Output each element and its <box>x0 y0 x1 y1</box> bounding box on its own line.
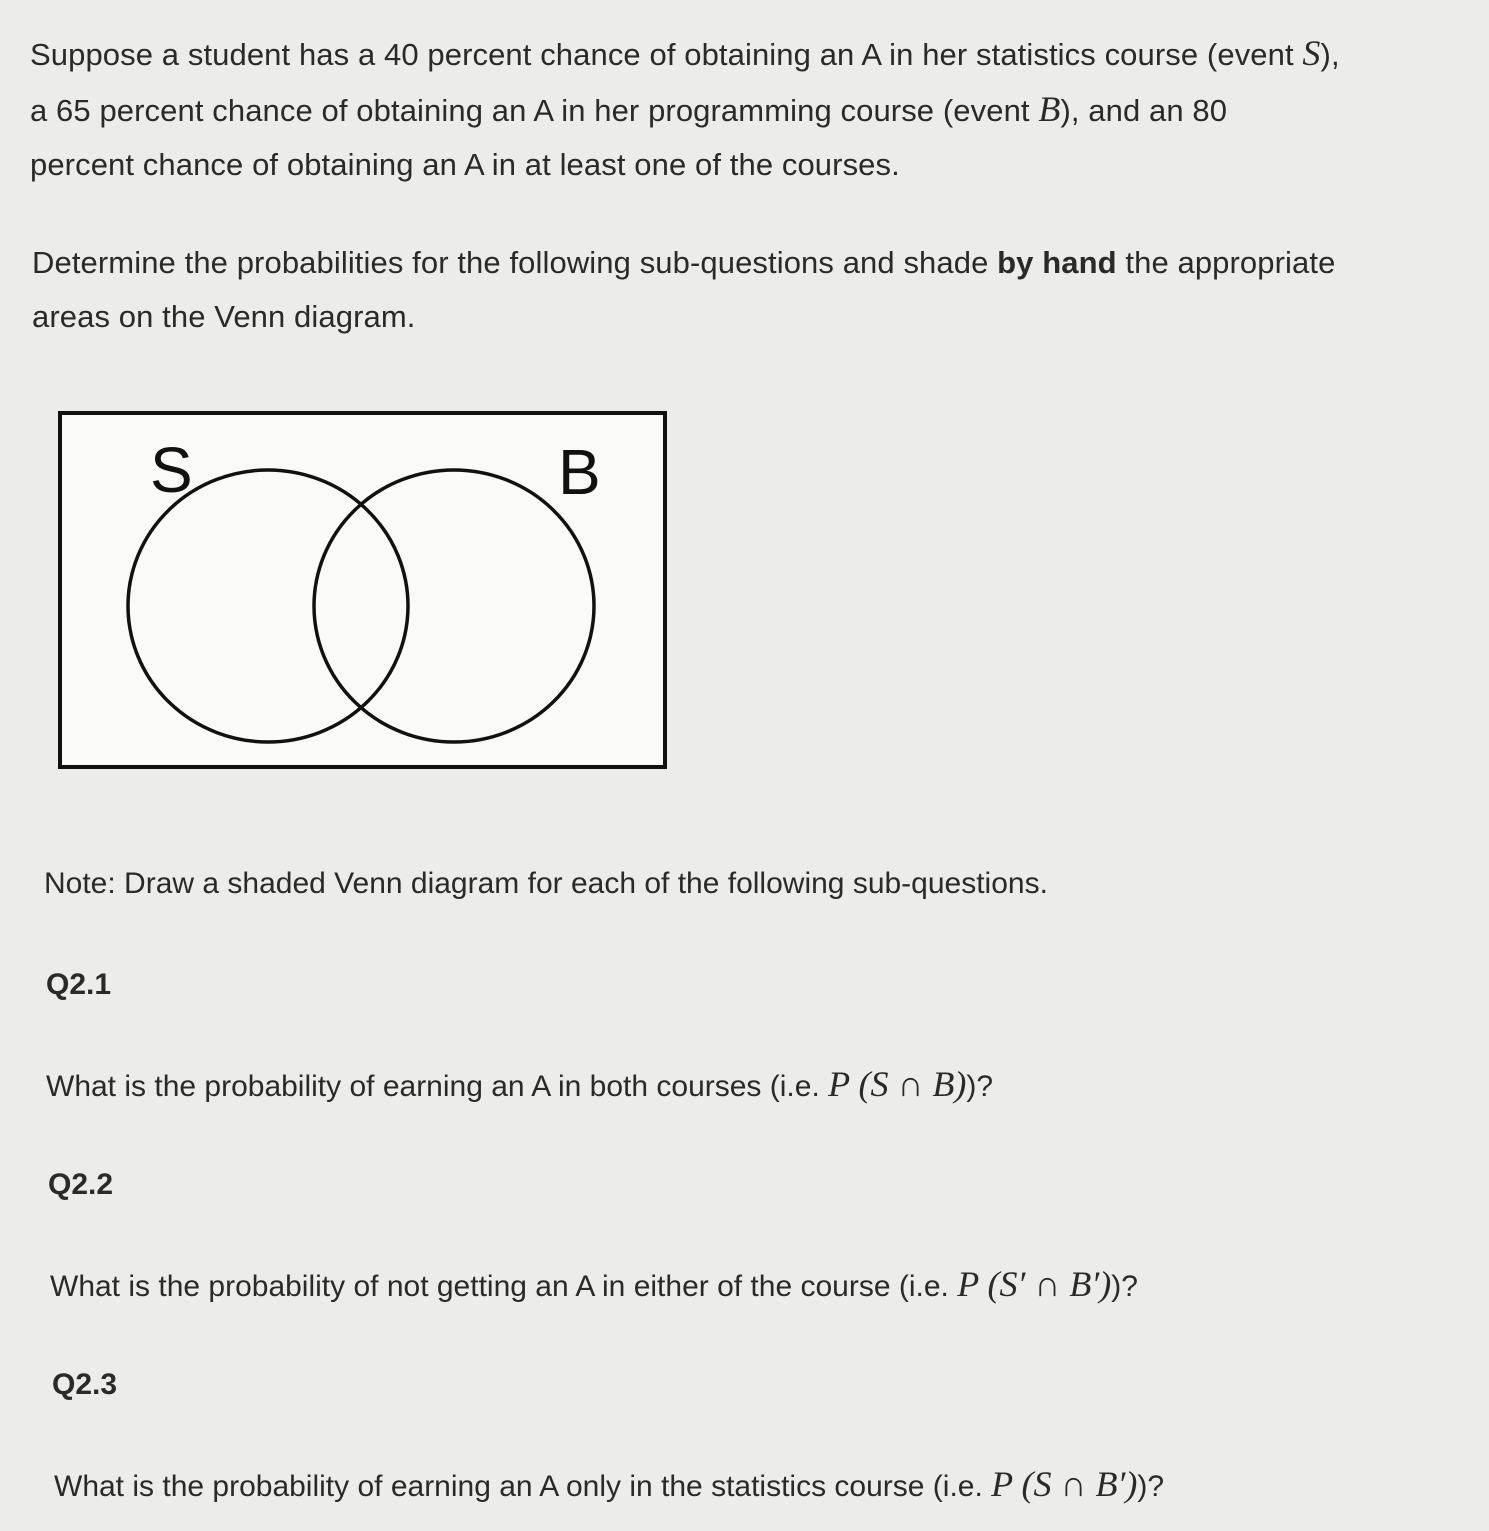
q2-2-expression: P (S′ ∩ B′) <box>957 1264 1112 1304</box>
intro-line-1: Suppose a student has a 40 percent chance of obtaining an A in her statistics course (event S), <box>30 33 1340 73</box>
event-b-symbol: B <box>1038 89 1061 129</box>
q2-3-text: What is the probability of earning an A only in the statistics course (i.e. P (S ∩ B′))? <box>54 1464 1165 1504</box>
q2-1-label: Q2.1 <box>46 968 112 1001</box>
q2-1-text: What is the probability of earning an A in both courses (i.e. P (S ∩ B))? <box>46 1064 994 1104</box>
venn-label-b: B <box>558 436 601 508</box>
instruction-line-2: areas on the Venn diagram. <box>32 299 416 334</box>
venn-label-s: S <box>150 434 193 506</box>
venn-diagram <box>58 410 670 772</box>
intro-line-3: percent chance of obtaining an A in at least one of the courses. <box>30 147 900 182</box>
q2-2-text: What is the probability of not getting an A in either of the course (i.e. P (S′ ∩ B′))? <box>50 1264 1138 1304</box>
intro-line-2: a 65 percent chance of obtaining an A in her programming course (event B), and an 80 <box>30 89 1228 129</box>
q2-2-label: Q2.2 <box>48 1168 114 1201</box>
event-s-symbol: S <box>1302 33 1321 73</box>
instruction-paragraph <box>32 236 1335 344</box>
note-text: Note: Draw a shaded Venn diagram for each of the following sub-questions. <box>44 867 1048 900</box>
instruction-line-1: Determine the probabilities for the following sub-questions and shade by hand the appropriate <box>32 245 1336 280</box>
by-hand-emphasis: by hand <box>997 245 1117 280</box>
q2-1-expression: P (S ∩ B) <box>828 1064 967 1104</box>
q2-3-label: Q2.3 <box>52 1368 118 1401</box>
q2-3-expression: P (S ∩ B′) <box>991 1464 1138 1504</box>
intro-paragraph <box>30 26 1340 192</box>
